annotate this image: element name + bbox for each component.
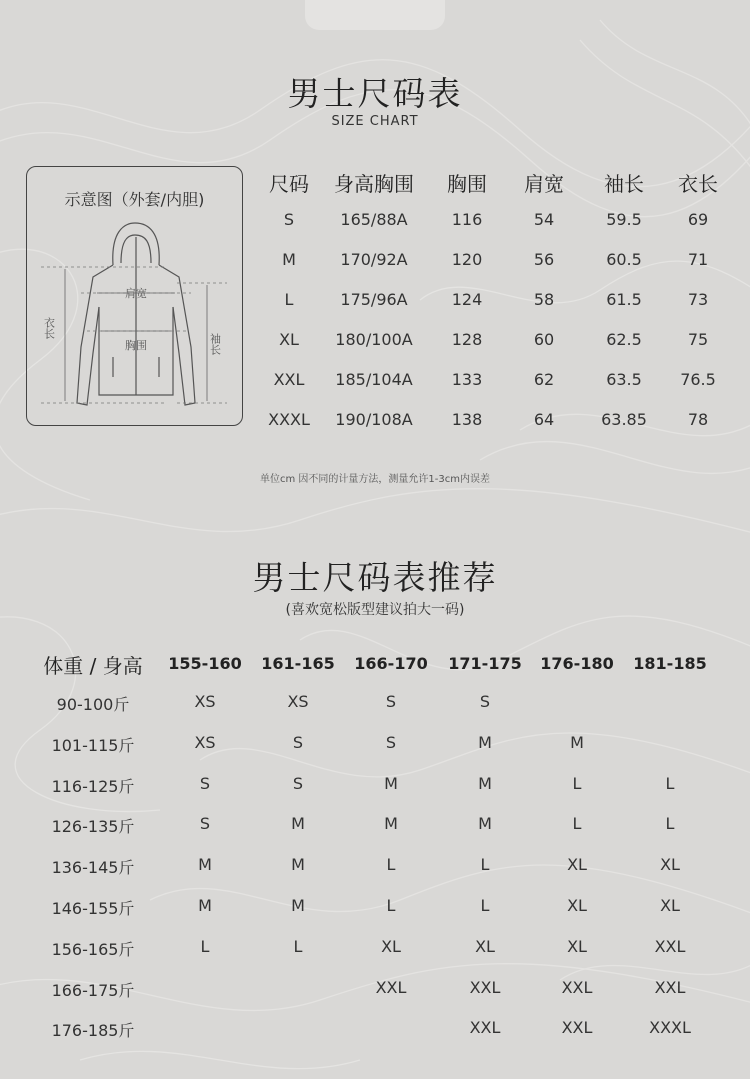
size-cell: XXL [469, 977, 501, 997]
table-cell: 61.5 [606, 290, 642, 309]
shoulder-mark: 肩宽 [125, 287, 147, 300]
weight-label: 156-165斤 [51, 939, 135, 959]
table-cell: XL [279, 330, 299, 349]
header-cell: 身高胸围 [334, 172, 414, 196]
table-cell: XXL [273, 370, 305, 389]
header-cell: 肩宽 [524, 172, 564, 196]
size-cell: XXL [561, 977, 593, 997]
table-cell: 133 [451, 370, 483, 389]
size-cell: XL [660, 855, 680, 875]
size-cell: L [480, 855, 490, 875]
header-cell: 176-180 [540, 654, 614, 673]
size-cell: S [479, 692, 491, 711]
diagram-label: 示意图（外套/内胆) [64, 190, 205, 209]
table-cell: 63.5 [606, 370, 642, 389]
size-cell: L [386, 896, 396, 915]
sleeve-mark: 袖长 [208, 333, 222, 355]
size-cell: XL [567, 896, 587, 915]
weight-label: 126-135斤 [51, 817, 135, 837]
table-cell: 62.5 [606, 330, 642, 349]
table-cell: 63.85 [601, 410, 647, 429]
table-cell: 185/104A [335, 370, 413, 389]
table-cell: 58 [533, 290, 555, 309]
table-cell: 62 [533, 370, 555, 389]
table-cell: 116 [451, 210, 483, 229]
size-cell: S [292, 732, 304, 752]
header-cell: 155-160 [168, 654, 242, 673]
header-cell: 胸围 [447, 172, 487, 196]
table-cell: L [284, 290, 294, 309]
header-cell: 161-165 [261, 654, 335, 673]
size-cell: M [198, 896, 212, 915]
header-cell: 181-185 [633, 654, 707, 673]
size-cell: S [199, 773, 211, 793]
table-cell: M [282, 250, 296, 269]
table-cell: 59.5 [606, 210, 642, 229]
table-cell: 56 [533, 250, 555, 269]
header-cell: 体重 / 身高 [43, 654, 143, 678]
table-cell: 124 [451, 290, 483, 309]
chest-mark: 胸围 [125, 339, 147, 352]
header-cell: 166-170 [354, 654, 428, 673]
size-cell: M [478, 732, 492, 752]
size-cell: M [478, 773, 492, 793]
measurement-note: 单位cm 因不同的计量方法，测量允许1-3cm内误差 [260, 474, 490, 485]
table-cell: 75 [687, 330, 709, 349]
table-cell: 73 [687, 290, 709, 309]
header-cell: 袖长 [604, 172, 644, 196]
size-cell: XL [381, 936, 401, 956]
top-tab [305, 0, 445, 30]
header-cell: 171-175 [448, 654, 522, 673]
weight-label: 116-125斤 [51, 776, 135, 796]
jacket-diagram [26, 166, 243, 426]
table-cell: 64 [533, 410, 555, 429]
size-chart-subtitle: SIZE CHART [331, 114, 419, 129]
table-cell: 78 [687, 410, 709, 429]
table-cell: XXXL [268, 410, 310, 429]
table-cell: 138 [451, 410, 483, 429]
size-cell: M [291, 814, 305, 834]
table-cell: 190/108A [335, 410, 413, 429]
weight-label: 101-115斤 [51, 735, 135, 755]
size-cell: XXXL [649, 1018, 691, 1038]
size-cell: S [292, 773, 304, 793]
size-cell: M [384, 773, 398, 793]
size-cell: M [570, 732, 584, 752]
table-cell: 71 [687, 250, 709, 269]
header-cell: 衣长 [678, 172, 718, 196]
length-mark: 衣长 [42, 317, 56, 339]
weight-label: 136-145斤 [51, 858, 135, 878]
header-cell: 尺码 [269, 172, 309, 196]
size-cell: M [198, 855, 212, 875]
jacket-icon [27, 167, 244, 427]
size-cell: S [385, 732, 397, 752]
table-cell: 60 [533, 330, 555, 349]
size-cell: XXL [561, 1018, 593, 1038]
table-cell: 60.5 [606, 250, 642, 269]
weight-label: 176-185斤 [51, 1021, 135, 1041]
table-cell: S [283, 210, 295, 229]
size-cell: M [478, 814, 492, 834]
table-cell: 175/96A [340, 290, 408, 309]
size-cell: XL [567, 855, 587, 875]
size-cell: XXL [469, 1018, 501, 1038]
weight-label: 166-175斤 [51, 980, 135, 1000]
table-cell: 69 [687, 210, 709, 229]
size-chart-title: 男士尺码表 [287, 74, 463, 113]
table-cell: 180/100A [335, 330, 413, 349]
size-cell: XS [194, 692, 216, 711]
table-cell: 128 [451, 330, 483, 349]
weight-label: 90-100斤 [56, 695, 130, 714]
size-cell: XL [660, 896, 680, 915]
size-cell: S [385, 692, 397, 711]
size-cell: L [572, 814, 582, 834]
table-cell: 165/88A [340, 210, 408, 229]
size-cell: XL [475, 936, 495, 956]
size-cell: XL [567, 936, 587, 956]
size-cell: L [293, 936, 303, 956]
size-cell: S [199, 814, 211, 834]
weight-label: 146-155斤 [51, 899, 135, 918]
table-cell: 54 [533, 210, 555, 229]
size-cell: L [386, 855, 396, 875]
table-cell: 170/92A [340, 250, 408, 269]
size-cell: L [572, 773, 582, 793]
size-cell: M [291, 855, 305, 875]
table-cell: 76.5 [680, 370, 716, 389]
size-cell: M [291, 896, 305, 915]
size-cell: XXL [654, 936, 686, 956]
recommend-title: 男士尺码表推荐 [252, 558, 498, 597]
size-cell: XS [287, 692, 309, 711]
size-cell: L [665, 814, 675, 834]
table-cell: 120 [451, 250, 483, 269]
size-cell: L [480, 896, 490, 915]
recommend-subtitle: (喜欢宽松版型建议拍大一码) [285, 602, 465, 618]
size-cell: XXL [654, 977, 686, 997]
size-cell: XS [194, 732, 216, 752]
size-cell: L [200, 936, 210, 956]
size-cell: M [384, 814, 398, 834]
size-cell: L [665, 773, 675, 793]
size-cell: XXL [375, 977, 407, 997]
